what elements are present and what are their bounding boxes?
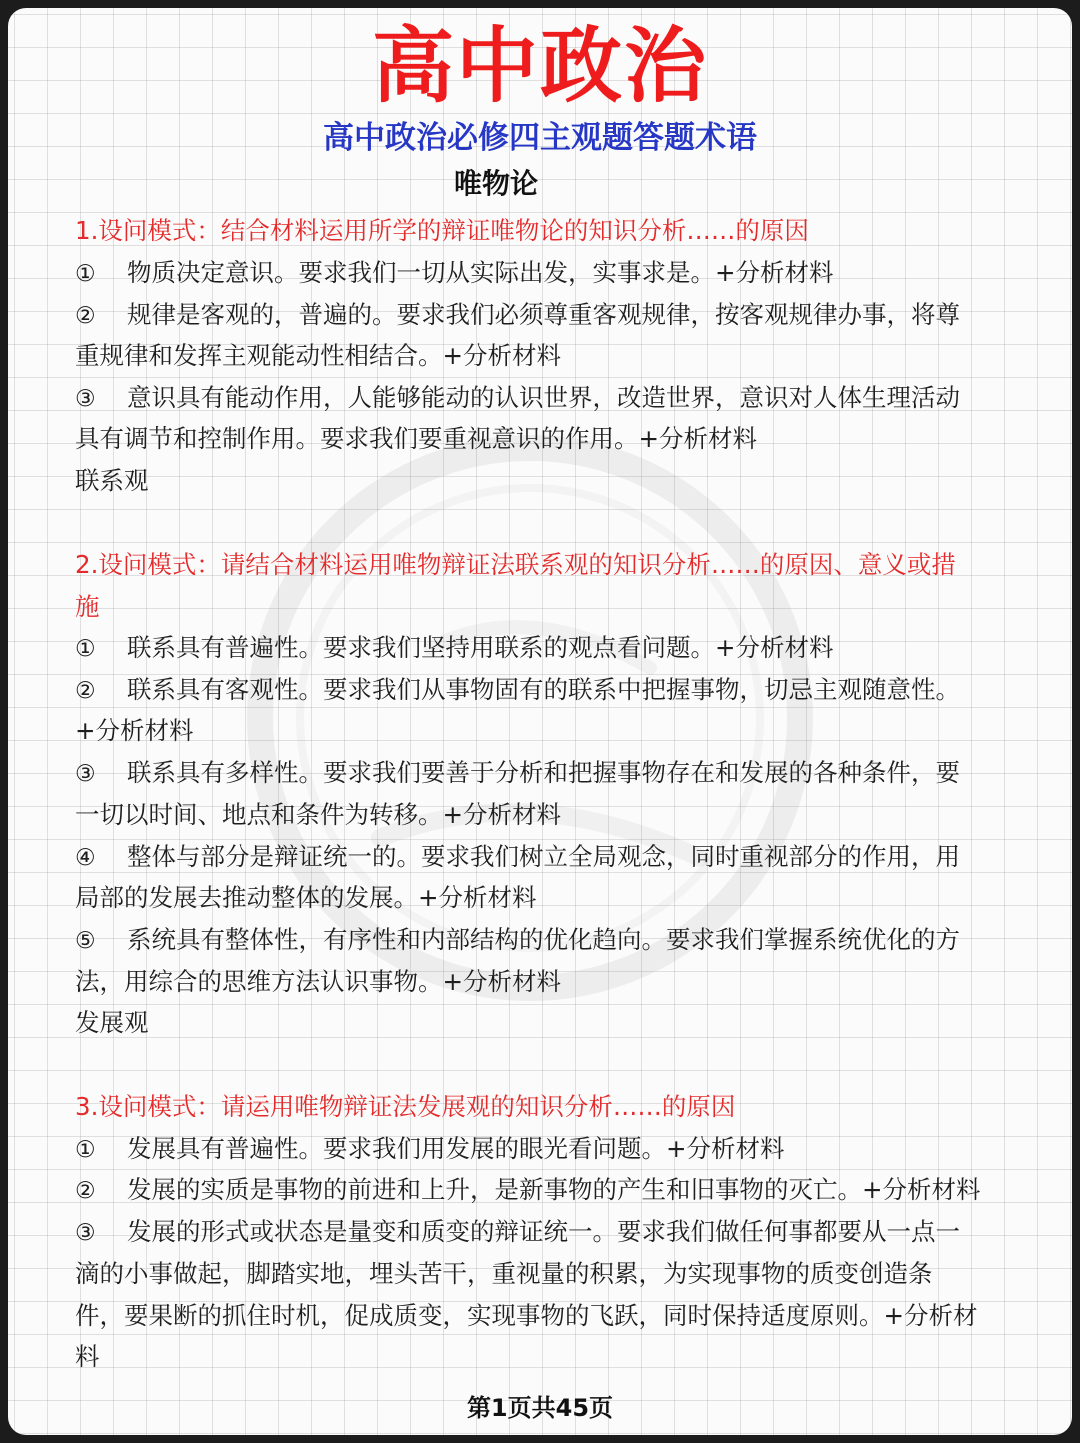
item-text-continuation: 件，要果断的抓住时机，促成质变，实现事物的飞跃，同时保持适度原则。+分析材 [75,1301,978,1330]
item-text: 规律是客观的，普遍的。要求我们必须尊重客观规律，按客观规律办事，将尊 [127,300,960,329]
list-item [75,627,834,670]
item-number: ① [75,1137,96,1163]
item-number: ② [75,303,96,329]
question-1: 1.设问模式：结合材料运用所学的辩证唯物论的知识分析……的原因 [75,216,809,245]
item-text-continuation: 局部的发展去推动整体的发展。+分析材料 [75,883,537,912]
item-number: ⑤ [75,928,96,954]
page-title: 高中政治 [371,19,708,114]
page-subtitle: 高中政治必修四主观题答题术语 [323,120,757,156]
item-text-continuation: +分析材料 [75,716,194,745]
list-item [75,1128,785,1171]
section-heading-development: 发展观 [75,1008,149,1037]
item-text: 系统具有整体性，有序性和内部结构的优化趋向。要求我们掌握系统优化的方 [127,925,960,954]
list-item [75,1211,960,1254]
item-number: ② [75,678,96,704]
item-text: 发展的形式或状态是量变和质变的辩证统一。要求我们做任何事都要从一点一 [127,1217,960,1246]
question-3: 3.设问模式：请运用唯物辩证法发展观的知识分析……的原因 [75,1092,736,1121]
section-heading-materialism: 唯物论 [454,167,539,200]
list-item [75,919,960,962]
list-item [75,377,960,420]
list-item [75,752,960,795]
item-number: ② [75,1178,96,1204]
item-text-continuation: 一切以时间、地点和条件为转移。+分析材料 [75,800,562,829]
document-page [8,8,1072,1435]
item-number: ① [75,636,96,662]
item-number: ③ [75,1220,96,1246]
item-text: 联系具有多样性。要求我们要善于分析和把握事物存在和发展的各种条件，要 [127,758,960,787]
page-number: 第1页共45页 [466,1394,614,1422]
item-text-continuation: 滴的小事做起，脚踏实地，埋头苦干，重视量的积累，为实现事物的质变创造条 [75,1259,933,1288]
item-text: 发展的实质是事物的前进和上升，是新事物的产生和旧事物的灭亡。+分析材料 [127,1175,981,1204]
list-item [75,294,960,337]
item-text-continuation: 料 [75,1342,100,1371]
question-2: 2.设问模式：请结合材料运用唯物辩证法联系观的知识分析……的原因、意义或措 [75,550,956,579]
list-item [75,669,960,712]
list-item [75,1169,981,1212]
item-text-continuation: 具有调节和控制作用。要求我们要重视意识的作用。+分析材料 [75,424,758,453]
item-text: 整体与部分是辩证统一的。要求我们树立全局观念，同时重视部分的作用，用 [127,842,960,871]
section-heading-connection: 联系观 [75,466,149,495]
item-number: ③ [75,761,96,787]
item-text: 发展具有普遍性。要求我们用发展的眼光看问题。+分析材料 [127,1134,785,1163]
list-item [75,836,960,879]
item-text: 联系具有普遍性。要求我们坚持用联系的观点看问题。+分析材料 [127,633,834,662]
item-text-continuation: 重规律和发挥主观能动性相结合。+分析材料 [75,341,562,370]
question-2-continuation: 施 [75,592,100,621]
item-number: ④ [75,845,96,871]
item-number: ③ [75,386,96,412]
item-number: ① [75,261,96,287]
item-text: 物质决定意识。要求我们一切从实际出发，实事求是。+分析材料 [127,258,834,287]
list-item [75,252,834,295]
item-text: 联系具有客观性。要求我们从事物固有的联系中把握事物，切忌主观随意性。 [127,675,960,704]
item-text: 意识具有能动作用，人能够能动的认识世界，改造世界，意识对人体生理活动 [127,383,960,412]
item-text-continuation: 法，用综合的思维方法认识事物。+分析材料 [75,967,562,996]
